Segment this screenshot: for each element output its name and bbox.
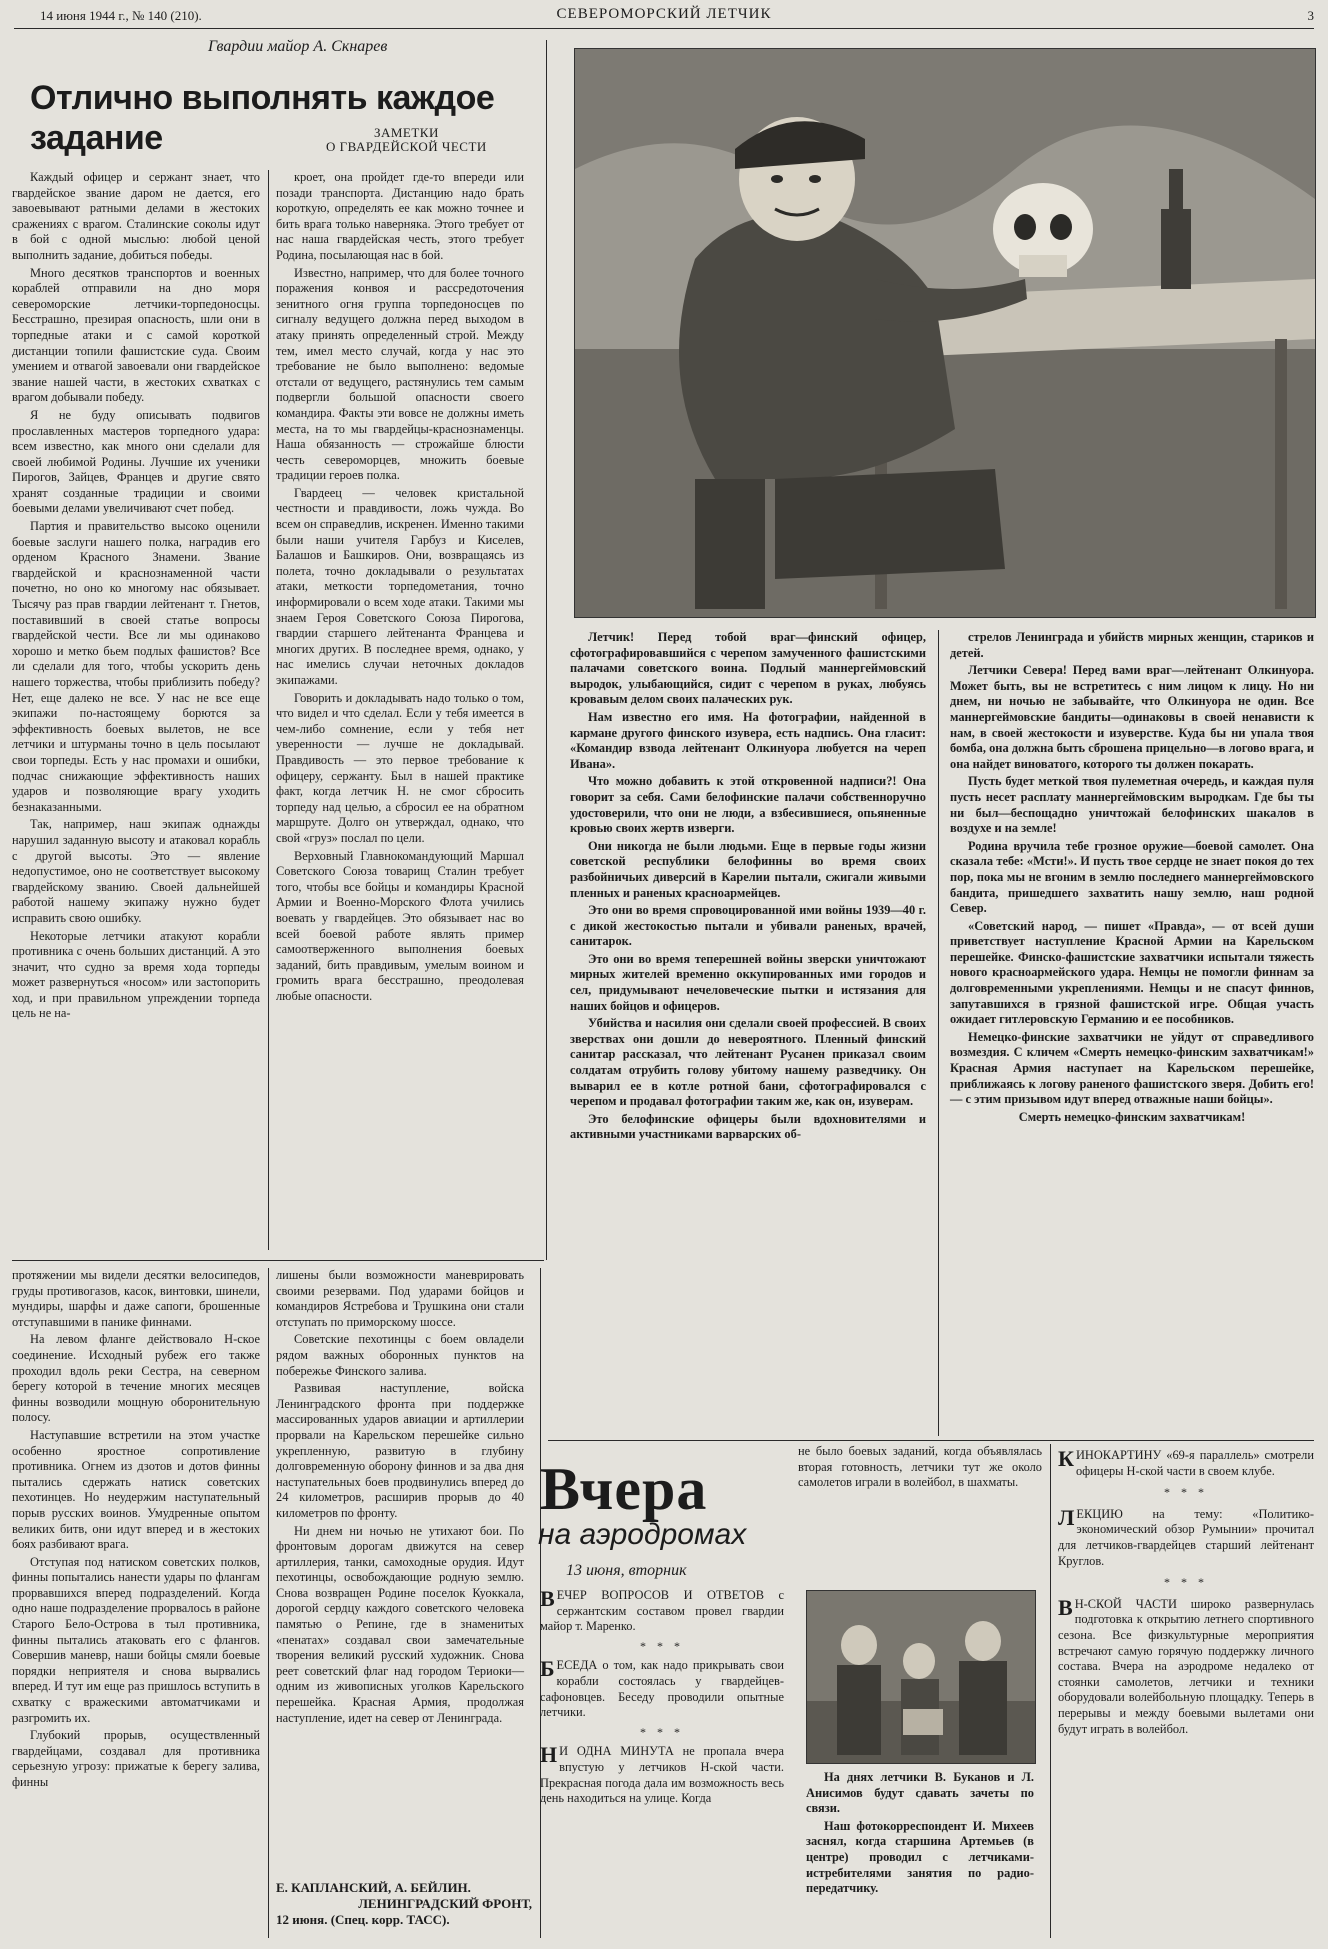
news-note <box>540 1658 784 1720</box>
paragraph: лишены были возможности маневрировать своими резервами. Под ударами бойцов и командиров Ястребова и Трушкина они стали отступать по приморскому шоссе. <box>276 1268 524 1329</box>
column-rule <box>268 170 269 1250</box>
airfield-photo-caption <box>806 1770 1034 1896</box>
paragraph: Это они во время спровоцированной ими войны 1939—40 г. с дикой жестокостью пытали и убивали раненых, врачей, санитарок. <box>570 903 926 949</box>
column-rule <box>268 1268 269 1938</box>
news-note <box>1058 1448 1314 1479</box>
paragraph: стрелов Ленинграда и убийств мирных женщин, стариков и детей. <box>950 630 1314 660</box>
paragraph: Отступая под натиском советских полков, финны попытались нанести удары по флангам прорвавшихся вперед подразделений. Когда одно наше подразделение прорвалось в районе Старого Бело-Острова в тыл противника, финны пытались атаковать его с флангов. Совершив маневр, наши бойцы смяли боевые порядки неприятеля и снова вырвались вперед. И тут им еще раз пришлось вступить в схватку с вражескими автоматчиками и разгромить их. <box>12 1554 260 1725</box>
paragraph: не было боевых заданий, когда объявлялась вторая готовность, летчики тут же около самолетов играли в волейбол, в шахматы. <box>798 1444 1042 1490</box>
paragraph: Некоторые летчики атакуют корабли противника с очень больших дистанций. А это значит, что судно за время хода торпеды может развернуться «носом» или застопорить ход, и при правильном упреждении торпеда цель не на- <box>12 928 260 1021</box>
newspaper-title: СЕВЕРОМОРСКИЙ ЛЕТЧИК <box>556 6 772 22</box>
paragraph: протяжении мы видели десятки велосипедов, груды противогазов, касок, винтовки, шинели, мундиры, шарфы и даже сапоги, брошенные отступавшими в панике финнами. <box>12 1268 260 1329</box>
separator-ornament: * * * <box>1164 1485 1208 1500</box>
section-subtitle: на аэродромах <box>538 1518 747 1551</box>
paragraph: Гвардеец — человек кристальной честности и правдивости, ложь чужда. Во всем он справедлив, искренен. Именно такими были наши учителя Гарбуз и Киселев, Балашов и Башкиров. Они, возвращаясь из полета, точно докладывали о результатах атаки, меткости торпедометания, точно информировали о всем ходе атаки. Такими мы знаем Героя Советского Союза Пирогова, гвардии старшего лейтенанта Францева и многих других. В последнее время, однако, у нас имелись случаи неточных докладов экипажами. <box>276 485 524 687</box>
officer-with-skull-image <box>575 49 1315 617</box>
paragraph: Советские пехотинцы с боем овладели рядом важных оборонных пунктов на побережье Финского залива. <box>276 1332 524 1378</box>
paragraph: На левом фланге действовало Н-ское соединение. Исходный рубеж его также проходил вдоль реки Сестра, на северном берегу которой в течение многих месяцев финны возводили мощную оборонительную полосу. <box>12 1332 260 1425</box>
subheading <box>326 126 487 154</box>
separator-ornament: * * * <box>1164 1575 1208 1590</box>
paragraph: Летчики Севера! Перед вами враг—лейтенант Олкинуора. Может быть, вы не встретитесь с ним лицом к лицу. Но ни днем, ни ночью не забывайте, что Олкинуора не один. Все маннергеймовские бандиты—одинаковы в своей ненависти к нам, в своей жестокости и изуверстве. Куда бы ни упала твоя бомба, она должна быть сброшена прицельно—в логово врага, и она найдет виноватого, которого ты должен покарать. <box>950 663 1314 771</box>
byline: Гвардии майор А. Скнарев <box>208 38 388 55</box>
paragraph: Что можно добавить к этой откровенной надписи?! Она говорит за себя. Сами белофинские палачи собственноручно удостоверили, что они не люди, а взбесившиеся, опьяненные кровью своих жертв изверги. <box>570 774 926 836</box>
paragraph: Известно, например, что для более точного поражения конвоя и рассредоточения зенитного огня группа торпедоносцев по сигналу ведущего должна перед выходом в атаку принять определенный строй. Между тем, имел место случай, когда у нас это требование не было выполнено: ведомые отстали от ведущего, растянулись тем самым подвергли большой опасности своего командира. Факты эти вовсе не должны иметь места, на то мы гвардейцы-краснознаменцы. Наша обязанность — строжайше блюсти честь североморцев, множить боевые традиции героев полка. <box>276 265 524 483</box>
paragraph: Глубокий прорыв, осуществленный гвардейцами, создавал для противника серьезную угрозу: прижатые к берегу залива, финны <box>12 1728 260 1789</box>
photo-caption-column-1 <box>570 630 926 1436</box>
paragraph: Партия и правительство высоко оценили боевые заслуги нашего полка, наградив его орденом Красного Знамени. Звание гвардейской и краснознаменной части почетно, но оно ко многому нас обязывает. Тысячу раз прав гвардии лейтенант т. Гнетов, поставивший в своей статье вопросы гвардейской чести. Все ли мы одинаково хорошо и метко бьем подлых фашистов? Все ли сделали для того, чтобы ускорить день нашего торжества, чтобы приблизить победу? Нет, еще далеко не все. У нас не все еще экипажи по-настоящему борются за эффективность боевых вылетов, не все летчики и штурманы точно в цель посылают свои торпеды. Есть у нас промахи и ошибки, подчас снижающие эффективность наших ударов и позволяющие врагу уходить безнаказанными. <box>12 519 260 814</box>
paragraph: Много десятков транспортов и военных кораблей отправили на дно моря североморские летчики-торпедоносцы. Бесстрашно, презирая опасность, шли они в торпедные атаки и с самой короткой дистанции топили фашистские суда. Своим умением и отвагой завоевали они гвардейское звание нашей части, в жестоких схватках с врагом добывали победу. <box>12 265 260 405</box>
paragraph: Это они во время теперешней войны зверски уничтожают мирных жителей временно оккупированных ими городов и сел, придумывают нечеловеческие пытки и истязания для наших бойцов и офицеров. <box>570 951 926 1013</box>
propaganda-photo <box>574 48 1316 618</box>
paragraph: Убийства и насилия они сделали своей профессией. В своих зверствах они дошли до невероятного. Пленный финский санитар рассказал, что лейтенант Русанен приказал своим солдатам отрубить голову убитому нашему разведчику. Он выварил ее в котле ротной бани, сфотографировался с черепом и продавал фотографии таким же, как он, изуверам. <box>570 1016 926 1109</box>
signature-authors: Е. КАПЛАНСКИЙ, А. БЕЙЛИН. <box>276 1880 471 1895</box>
caption-line: На днях летчики В. Буканов и Л. Анисимов будут сдавать зачеты по связи. <box>806 1770 1034 1816</box>
paragraph: Летчик! Перед тобой враг—финский офицер, сфотографировавшийся с черепом замученного фашистскими палачами советского воина. Подлый маннергеймовский выродок, улыбающийся, сидит с черепом в руках, любуясь кровавым делом своих палаческих рук. <box>570 630 926 707</box>
paragraph: Каждый офицер и сержант знает, что гвардейское звание даром не дается, его завоевывают ратными делами в жестоких сражениях с врагом. Сталинские соколы идут в бой с одной мыслью: любой ценой выполнить задание, добиться победы. <box>12 170 260 262</box>
paragraph: Они никогда не были людьми. Еще в первые годы жизни советской республики белофинны во время своих разбойничьих диверсий в Карелии пытали, сжигали живыми пленных и раненых красноармейцев. <box>570 838 926 900</box>
paragraph: Родина вручила тебе грозное оружие—боевой самолет. Она сказала тебе: «Мсти!». И пусть твое сердце не знает покоя до тех пор, пока мы не вгоним в землю последнего маннергеймовского бандита, пришедшего захватить нашу землю, наш родной Север. <box>950 838 1314 916</box>
news-note <box>1058 1594 1314 1737</box>
front-report-column-2 <box>276 1268 524 1872</box>
drop-cap: Л <box>1058 1504 1075 1530</box>
headline-line-1: Отлично выполнять каждое <box>30 79 495 117</box>
note-text: И ОДНА МИНУТА не пропала вчера впустую у летчиков Н-ской части. Прекрасная погода дала им возможность весь день находиться на улице. Когда <box>540 1744 784 1806</box>
column-rule <box>1050 1444 1051 1938</box>
paragraph: «Советский народ, — пишет «Правда», — от всей души приветствует наступление Красной Армии на Карельском перешейке. Финско-фашистские захватчики испытали тяжесть нового красноармейского удара. Немцы не помогли финнам за долговременными укреплениями. Немцы и не спасут финнов, запутавшихся в грязной фашистской игре. Общая участь ожидает гитлеровскую Германию и ее пособников. <box>950 918 1314 1027</box>
note-text: ИНОКАРТИНУ «69-я параллель» смотрели офицеры Н-ской части в своем клубе. <box>1075 1448 1314 1478</box>
section-rule <box>548 1440 1314 1441</box>
paragraph: Пусть будет меткой твоя пулеметная очередь, и каждая пуля пусть несет расплату маннергеймовским выродкам. Где бы ты ни был—беспощадно уничтожай белофинских шакалов в воздухе и на земле! <box>950 774 1314 836</box>
paragraph: Ни днем ни ночью не утихают бои. По фронтовым дорогам движутся на север артиллерия, танки, самоходные орудия. Идут пехотинцы, освобождающие родную землю. Снова возвращен Родине поселок Куоккала, дорогой сердцу каждого советского человека памятью о Репине, где в знаменитых «пенатах» создавал свои замечательные творения великий русский художник. Снова реет советский флаг над городом Териоки—одним из живописных уголков Карельского перешейка. Красная Армия, продолжая наступление, идет на север от Ленинграда. <box>276 1523 524 1725</box>
paragraph: Развивая наступление, войска Ленинградского фронта при поддержке массированных ударов авиации и артиллерии прорвали на Карельском перешейке сильно укрепленную, развитую в глубину долговременную оборону финнов и за два дня наступательных боев продвинулись вперед до 24 километров, расширив прорыв до 40 километров по фронту. <box>276 1381 524 1520</box>
paragraph: кроет, она пройдет где-то впереди или позади транспорта. Дистанцию надо брать короткую, определять ее как можно точнее и бить врага только наверняка. Этого требует от нас наша гвардейская честь, этого требует Родина, посылающая нас в бой. <box>276 170 524 262</box>
news-note <box>1058 1504 1314 1569</box>
drop-cap: К <box>1058 1446 1074 1471</box>
page-number: 3 <box>1307 8 1314 23</box>
section-date: 13 июня, вторник <box>566 1562 687 1579</box>
headline-line-2: задание <box>30 119 163 157</box>
section-title: Вчера <box>540 1456 708 1522</box>
note-text: ЕКЦИЮ на тему: «Политико-экономический обзор Румынии» прочитал для летчиков-гвардейцев старший лейтенант Круглов. <box>1058 1506 1314 1568</box>
paragraph: Немецко-финские захватчики не уйдут от справедливого возмездия. С кличем «Смерть немецко-финским захватчикам!» Красная Армия наступает на Карельском перешейке, приближаясь к логову раненого фашистского зверя. Добить его! — с этим призывом идут вперед отважные наши бойцы». <box>950 1029 1314 1107</box>
vchera-note-continuation <box>798 1444 1042 1524</box>
header-rule <box>14 28 1314 29</box>
article1-column-1 <box>12 170 260 1250</box>
drop-cap: В <box>1058 1594 1073 1620</box>
paragraph: Верховный Главнокомандующий Маршал Советского Союза товарищ Сталин требует того, чтобы все бойцы и командиры Красной Армии и Военно-Морского Флота учились воевать у гвардейцев. Это обязывает нас во всей боевой работе являть пример самоотверженного выполнения боевых заданий, бить правдивым, умелым воином и громить врага бесстрашно, преодолевая любые опасности. <box>276 848 524 1003</box>
paragraph: Наступавшие встретили на этом участке особенно яростное сопротивление противника. Огнем из дзотов и дотов финны пытались сдержать натиск советских пехотинцев. Но неудержим наступательный порыв русских воинов. Умудренные опытом великих битв, они идут вперед и в жестоких боях разбивают врага. <box>12 1427 260 1552</box>
note-text: ЕСЕДА о том, как надо прикрывать свои корабли состоялась у гвардейцев-сафоновцев. Беседу проводили опытные летчики. <box>540 1658 784 1720</box>
paragraph: Я не буду описывать подвигов прославленных мастеров торпедного удара: всем известно, как много они сделали для своей любимой Родины. Лучшие их ученики Пирогов, Зайцев, Францев и другие свято хранят созданные традиции и своими боевыми делами увеличивают счет побед. <box>12 407 260 516</box>
vchera-notes-column-1 <box>540 1588 784 1938</box>
airfield-photo <box>806 1590 1036 1764</box>
signature-date: 12 июня. (Спец. корр. ТАСС). <box>276 1912 450 1927</box>
separator-ornament: * * * <box>640 1724 684 1739</box>
paragraph: Говорить и докладывать надо только о том, что видел и что сделал. Если у тебя имеется в чем-либо сомнение, если у тебя нет уверенности — лучше не докладывай. Правдивость — это первое требование к офицеру, сержанту. Был в нашей практике факт, когда летчик Н. не смог сбросить торпеду над целью, а сбросил ее на обратном маршруте. Долго он утверждал, однако, что свой «груз» послал по цели. <box>276 690 524 845</box>
article1-column-2 <box>276 170 524 1250</box>
drop-cap: Н <box>540 1742 558 1768</box>
report-signature <box>276 1880 532 1928</box>
subheading-line-2: О ГВАРДЕЙСКОЙ ЧЕСТИ <box>326 139 487 154</box>
pilots-radio-photo-image <box>807 1591 1035 1763</box>
drop-cap: В <box>540 1586 555 1611</box>
paragraph: Так, например, наш экипаж однажды нарушил заданную высоту и атаковал корабль с другой высоты. Это — явление недопустимое, оно не соответствует высокому гвардейскому званию. Своей дальнейшей работой нашему экипажу нужно будет исправить свою ошибку. <box>12 817 260 925</box>
news-note <box>540 1744 784 1806</box>
issue-date: 14 июня 1944 г., № 140 (210). <box>40 8 202 23</box>
paragraph: Это белофинские офицеры были вдохновителями и активными участниками варварских об- <box>570 1111 926 1142</box>
column-rule <box>546 40 547 1260</box>
front-report-column-1 <box>12 1268 260 1938</box>
caption-line: Наш фотокорреспондент И. Михеев заснял, когда старшина Артемьев (в центре) проводил с летчиками-истребителями занятия по радио-передатчику. <box>806 1818 1034 1896</box>
paragraph: Смерть немецко-финским захватчикам! <box>1018 1109 1246 1124</box>
news-note <box>540 1588 784 1635</box>
drop-cap: Б <box>540 1656 555 1682</box>
note-text: ЕЧЕР ВОПРОСОВ И ОТВЕТОВ с сержантским составом провел гвардии майор т. Маренко. <box>540 1588 784 1634</box>
section-rule <box>12 1260 544 1261</box>
column-rule <box>938 630 939 1436</box>
signature-front: ЛЕНИНГРАДСКИЙ ФРОНТ, <box>358 1896 532 1911</box>
paragraph: Нам известно его имя. На фотографии, найденной в кармане другого финского изувера, есть надпись. Она гласит: «Командир взвода лейтенант Олкинуора любуется на череп Ивана». <box>570 709 926 771</box>
subheading-line-1: ЗАМЕТКИ <box>373 125 439 140</box>
separator-ornament: * * * <box>640 1638 684 1653</box>
photo-caption-column-2 <box>950 630 1314 1436</box>
note-text: Н-СКОЙ ЧАСТИ широко развернулась подготовка к открытию летнего спортивного сезона. Все физкультурные мероприятия встречают самую горячую поддержку личного состава. Вчера на аэродроме недалеко от стоянки самолетов, летчики и техники оборудовали волейбольную площадку. Теперь в перерывы и между боевыми вылетами они будут играть в волейбол. <box>1058 1596 1314 1736</box>
vchera-notes-column-3 <box>1058 1448 1314 1938</box>
